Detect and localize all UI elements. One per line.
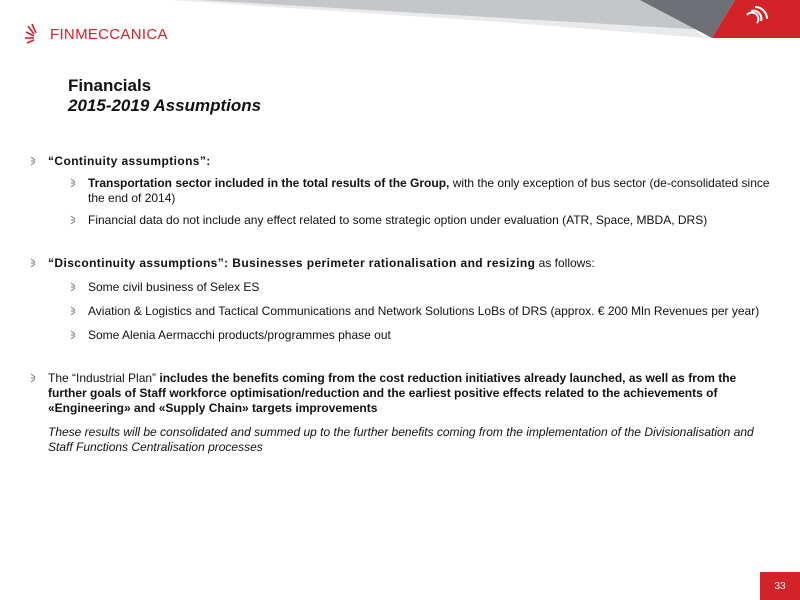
arrow-bullet-icon	[70, 330, 80, 340]
arrow-bullet-icon	[70, 306, 80, 316]
discontinuity-item-3: Some Alenia Aermacchi products/programmes phase out	[30, 328, 775, 343]
page-number: 33	[760, 572, 800, 600]
discontinuity-heading: “Discontinuity assumptions”: Businesses perimeter rationalisation and resizing as follows:	[30, 256, 775, 271]
arrow-bullet-icon	[70, 282, 80, 292]
logo-text: FINMECCANICA	[50, 25, 168, 43]
arrow-bullet-icon	[30, 258, 40, 268]
industrial-plan-note: These results will be consolidated and summed up to the further benefits coming from the implementation of the Divisionalisation and Staff Functions Centralisation processes	[48, 425, 754, 454]
page-subtitle: 2015-2019 Assumptions	[68, 96, 262, 115]
arrow-bullet-icon	[30, 156, 40, 166]
industrial-plan-paragraph: The “Industrial Plan” includes the benefits coming from the cost reduction initiatives already launched, as well as from the further goals of Staff workforce optimisation/reduction and the earliest positive effects related to the achievements of «Engineering» and «Supply Chain» targets improvements	[30, 371, 775, 416]
title-block	[68, 76, 261, 116]
company-logo	[24, 22, 168, 46]
discontinuity-item-2: Aviation & Logistics and Tactical Communications and Network Solutions LoBs of DRS (approx. € 200 Mln Revenues per year)	[30, 304, 775, 319]
arrow-bullet-icon	[70, 215, 80, 225]
arrow-bullet-icon	[30, 373, 40, 383]
continuity-item-1: Transportation sector included in the total results of the Group, with the only exception of bus sector (de-consolidated since the end of 2014)	[30, 176, 775, 206]
continuity-heading: “Continuity assumptions”:	[30, 154, 775, 169]
finmeccanica-logo-icon	[24, 22, 48, 46]
discontinuity-item-1: Some civil business of Selex ES	[30, 280, 775, 295]
continuity-item-2: Financial data do not include any effect related to some strategic option under evaluation (ATR, Space, MBDA, DRS)	[30, 213, 775, 228]
page-title: Financials	[68, 76, 152, 95]
slide-content	[30, 150, 775, 455]
arrow-bullet-icon	[70, 178, 80, 188]
